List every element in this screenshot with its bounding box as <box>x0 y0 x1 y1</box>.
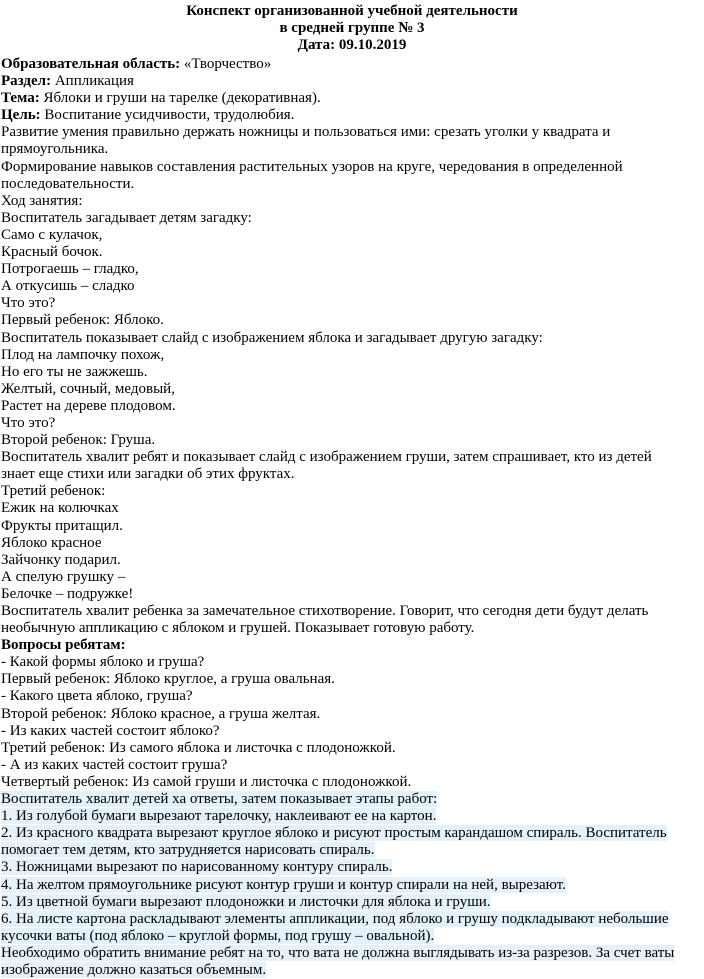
step-item: 5. Из цветной бумаги вырезают плодоножки и листочки для яблока и груши. <box>1 893 491 910</box>
poem-line: Фрукты притащил. <box>1 517 123 534</box>
poem-line: Белочке – подружке! <box>1 585 134 602</box>
step-item: помогает тем детям, кто затрудняется нарисовать спираль. <box>1 842 375 859</box>
poem-line: Зайчонку подарил. <box>1 551 121 568</box>
question-line: Первый ребенок: Яблоко круглое, а груша овальная. <box>1 671 335 688</box>
question-line: - А из каких частей состоит груша? <box>1 756 228 773</box>
question-line: - Какой формы яблоко и груша? <box>1 654 205 671</box>
header-title: Конспект организованной учебной деятельности <box>186 3 518 19</box>
question-line: - Какого цвета яблоко, груша? <box>1 688 193 705</box>
text-line: Растет на дереве плодовом. <box>1 397 176 414</box>
text-line: Что это? <box>1 414 56 431</box>
text-line: Второй ребенок: Груша. <box>1 432 156 449</box>
text-line: Воспитатель загадывает детям загадку: <box>1 209 252 226</box>
meta-goal: Цель: Воспитание усидчивости, трудолюбия. <box>1 107 295 124</box>
step-item: 4. На желтом прямоугольнике рисуют контур груши и контур спирали на ней, вырезают. <box>1 876 566 893</box>
step-item: 2. Из красного квадрата вырезают круглое яблоко и рисуют простым карандашом спираль. Воспитатель <box>1 825 667 842</box>
text-line: Потрогаешь – гладко, <box>1 261 139 278</box>
poem-line: Яблоко красное <box>1 534 102 551</box>
dialogue-block <box>0 210 704 449</box>
header-group: в средней группе № 3 <box>279 20 425 36</box>
course-title: Ход занятия: <box>1 192 83 209</box>
header-date: Дата: 09.10.2019 <box>297 37 407 53</box>
final-note: Необходимо обратить внимание ребят на то, что вата не должна выглядывать из-за разрезов. За счет ваты <box>1 944 675 961</box>
text-line: Плод на лампочку похож, <box>1 346 165 363</box>
step-item: 6. На листе картона раскладывают элементы аппликации, под яблоко и грушу подкладывают небольшие <box>1 910 669 927</box>
text-line: Само с кулачок, <box>1 226 103 243</box>
text-line: Но его ты не зажжешь. <box>1 363 148 380</box>
intro-paragraph: Развитие умения правильно держать ножницы и пользоваться ими: срезать уголки у квадрата и прямоугольника. <box>1 124 611 158</box>
text-line: Воспитатель показывает слайд с изображением яблока и загадывает другую загадку: <box>1 329 543 346</box>
steps-intro: Воспитатель хвалит детей ха ответы, затем показывает этапы работ: <box>1 791 438 808</box>
meta-section: Раздел: Аппликация <box>1 73 134 90</box>
question-line: Четвертый ребенок: Из самой груши и листочка с плодоножкой. <box>1 773 412 790</box>
text-line: Желтый, сочный, медовый, <box>1 380 175 397</box>
question-line: Второй ребенок: Яблоко красное, а груша желтая. <box>1 705 321 722</box>
document-body <box>0 56 704 979</box>
intro-paragraph: Формирование навыков составления растительных узоров на круге, чередования в определенной последовательности. <box>1 158 623 192</box>
step-item: 3. Ножницами вырезают по нарисованному контуру спираль. <box>1 859 393 876</box>
poem-line: Ежик на колючках <box>1 500 119 517</box>
meta-area: Образовательная область: «Творчество» <box>1 56 272 72</box>
questions-block <box>0 654 704 791</box>
poem-paragraph: Воспитатель хвалит ребенка за замечательное стихотворение. Говорит, что сегодня дети будут делать необычную аппликацию с яблоком и грушей. Показывает готовую работу. <box>1 603 649 637</box>
text-line: Первый ребенок: Яблоко. <box>1 312 164 329</box>
question-line: Третий ребенок: Из самого яблока и листочка с плодоножкой. <box>1 739 396 756</box>
step-item: 1. Из голубой бумаги вырезают тарелочку, наклеивают ее на картон. <box>1 808 437 825</box>
questions-title: Вопросы ребятам: <box>1 637 126 654</box>
meta-topic: Тема: Яблоки и груши на тарелке (декоративная). <box>1 90 321 107</box>
text-line: Что это? <box>1 295 56 312</box>
poem-line: Третий ребенок: <box>1 483 106 500</box>
poem-line: А спелую грушку – <box>1 568 126 585</box>
praise-paragraph: Воспитатель хвалит ребят и показывает слайд с изображением груши, затем спрашивает, кто из детей знает еще стихи или загадки об этих фруктах. <box>1 449 652 483</box>
step-item: кусочки ваты (под яблоко – круглой формы, под грушу – овальной). <box>1 927 435 944</box>
text-line: Красный бочок. <box>1 244 103 261</box>
document-header <box>0 3 704 54</box>
steps-list <box>0 808 704 945</box>
poem-block <box>0 483 704 603</box>
text-line: А откусишь – сладко <box>1 278 135 295</box>
final-note: изображение должно казаться объемным. <box>1 961 267 978</box>
question-line: - Из каких частей состоит яблоко? <box>1 722 220 739</box>
